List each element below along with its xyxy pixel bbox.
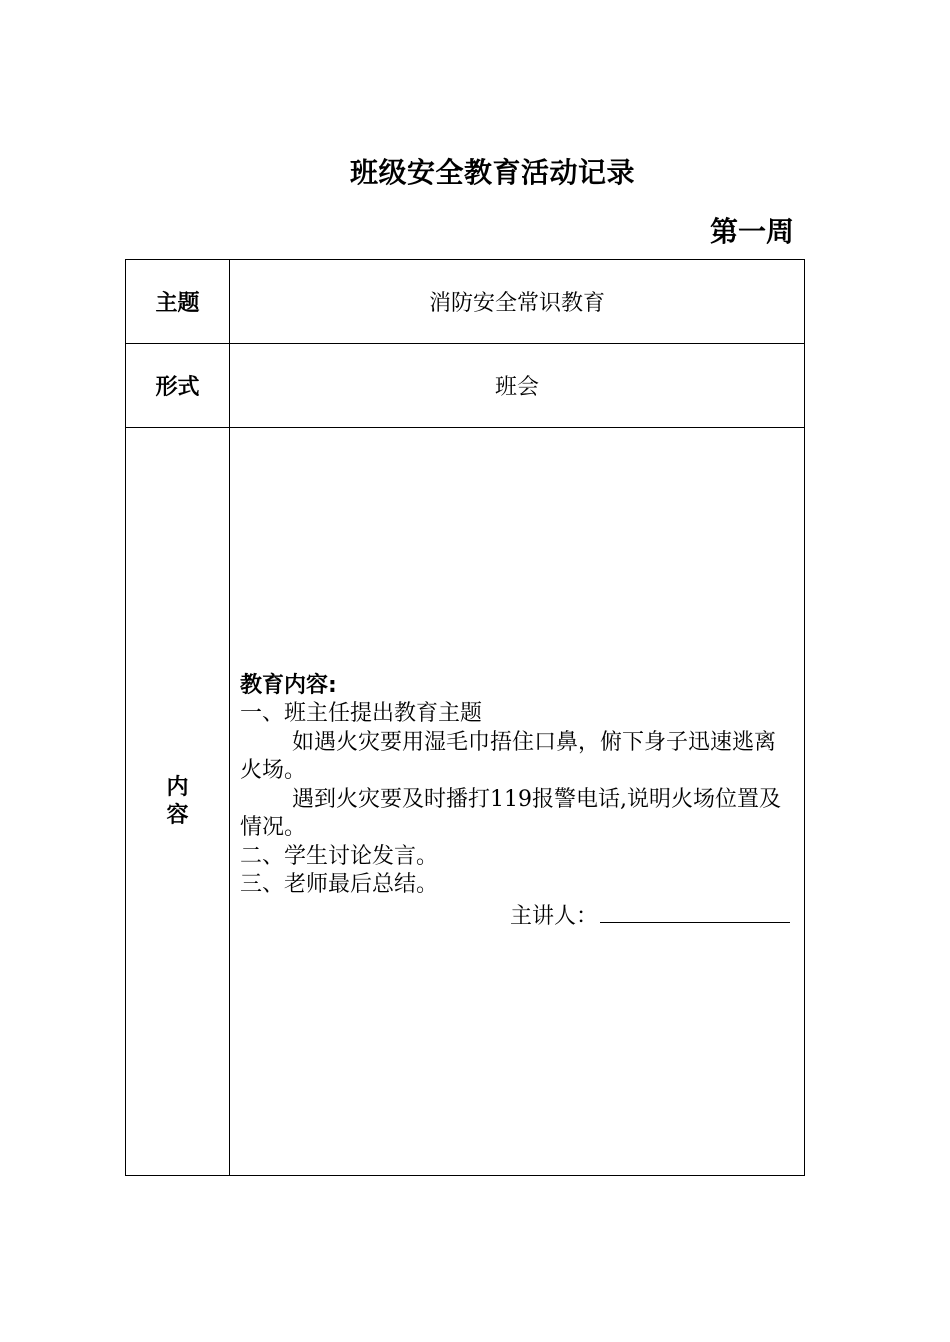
content-line: 一、班主任提出教育主题 <box>240 701 483 727</box>
format-value: 班会 <box>230 344 805 428</box>
record-table <box>125 259 805 1176</box>
speaker-line <box>240 900 794 932</box>
content-label-char: 内 <box>166 774 189 800</box>
topic-row <box>126 260 805 344</box>
content-line: 三、老师最后总结。 <box>240 872 439 898</box>
week-label: 第一周 <box>709 215 794 248</box>
content-heading: 教育内容: <box>240 672 337 698</box>
topic-label: 主题 <box>126 260 230 344</box>
format-label: 形式 <box>126 344 230 428</box>
speaker-signature-blank[interactable] <box>600 900 790 923</box>
content-label <box>126 428 230 1176</box>
document-title: 班级安全教育活动记录 <box>349 156 635 189</box>
content-row <box>126 428 805 1176</box>
content-line: 遇到火灾要及时播打119报警电话,说明火场位置及情况。 <box>240 786 781 841</box>
speaker-label: 主讲人： <box>509 903 598 929</box>
topic-value: 消防安全常识教育 <box>230 260 805 344</box>
content-body <box>230 428 805 1176</box>
format-row <box>126 344 805 428</box>
content-label-char: 容 <box>166 802 189 828</box>
content-line: 如遇火灾要用湿毛巾捂住口鼻，俯下身子迅速逃离火场。 <box>240 729 777 784</box>
content-line: 二、学生讨论发言。 <box>240 843 439 869</box>
